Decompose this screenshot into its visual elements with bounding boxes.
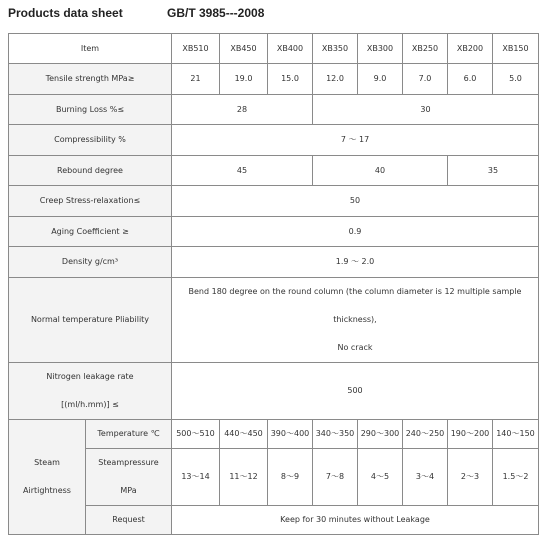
table-row <box>9 186 539 217</box>
pliability-line: thickness), <box>333 315 377 324</box>
pressure-value: 8～9 <box>268 449 313 506</box>
steampressure-label-line: MPa <box>120 486 137 495</box>
table-row <box>9 506 539 535</box>
tensile-value: 9.0 <box>358 64 403 95</box>
steam-label-line: Steam <box>34 458 60 467</box>
column-header: XB350 <box>313 34 358 64</box>
standard-code: GB/T 3985---2008 <box>167 6 265 20</box>
column-header: XB400 <box>268 34 313 64</box>
burning-loss-label: Burning Loss %≤ <box>9 95 172 125</box>
column-header: XB450 <box>220 34 268 64</box>
temperature-label: Temperature ℃ <box>86 420 172 449</box>
table-row <box>9 156 539 186</box>
temperature-value: 240～250 <box>403 420 448 449</box>
compressibility-label: Compressibility % <box>9 125 172 156</box>
request-value: Keep for 30 minutes without Leakage <box>172 506 539 535</box>
pliability-line: No crack <box>337 343 373 352</box>
sheet-title: Products data sheet <box>8 6 123 20</box>
temperature-value: 500～510 <box>172 420 220 449</box>
pressure-value: 13～14 <box>172 449 220 506</box>
products-data-table <box>8 33 539 535</box>
table-row <box>9 217 539 247</box>
tensile-value: 15.0 <box>268 64 313 95</box>
tensile-value: 12.0 <box>313 64 358 95</box>
pliability-value <box>172 278 539 363</box>
density-label: Density g/cm³ <box>9 247 172 278</box>
burning-loss-value: 28 <box>172 95 313 125</box>
table-row <box>9 363 539 420</box>
table-row <box>9 278 539 363</box>
table-row <box>9 420 539 449</box>
nitrogen-value: 500 <box>172 363 539 420</box>
steampressure-label-line: Steampressure <box>98 458 159 467</box>
column-header: XB300 <box>358 34 403 64</box>
pressure-value: 11～12 <box>220 449 268 506</box>
burning-loss-value: 30 <box>313 95 539 125</box>
rebound-value: 45 <box>172 156 313 186</box>
request-label: Request <box>86 506 172 535</box>
aging-label: Aging Coefficient ≥ <box>9 217 172 247</box>
pressure-value: 7～8 <box>313 449 358 506</box>
tensile-label: Tensile strength MPa≥ <box>9 64 172 95</box>
steam-label-line: Airtightness <box>23 486 71 495</box>
column-header: XB510 <box>172 34 220 64</box>
column-header: XB150 <box>493 34 539 64</box>
table-row <box>9 64 539 95</box>
temperature-value: 440～450 <box>220 420 268 449</box>
pressure-value: 4～5 <box>358 449 403 506</box>
column-header: XB200 <box>448 34 493 64</box>
table-row <box>9 34 539 64</box>
temperature-value: 140～150 <box>493 420 539 449</box>
tensile-value: 5.0 <box>493 64 539 95</box>
creep-label: Creep Stress-relaxation≤ <box>9 186 172 217</box>
temperature-value: 290～300 <box>358 420 403 449</box>
rebound-label: Rebound degree <box>9 156 172 186</box>
temperature-value: 340～350 <box>313 420 358 449</box>
item-header: Item <box>9 34 172 64</box>
tensile-value: 19.0 <box>220 64 268 95</box>
sheet-header <box>8 0 538 26</box>
nitrogen-label <box>9 363 172 420</box>
table-row <box>9 247 539 278</box>
pressure-value: 1.5～2 <box>493 449 539 506</box>
table-row <box>9 449 539 506</box>
tensile-value: 21 <box>172 64 220 95</box>
creep-value: 50 <box>172 186 539 217</box>
rebound-value: 35 <box>448 156 539 186</box>
compressibility-value: 7 ～ 17 <box>172 125 539 156</box>
table-row <box>9 125 539 156</box>
temperature-value: 390～400 <box>268 420 313 449</box>
nitrogen-label-line: [(ml/h.mm)] ≤ <box>61 400 119 409</box>
steam-airtightness-label <box>9 420 86 535</box>
density-value: 1.9 ～ 2.0 <box>172 247 539 278</box>
temperature-value: 190～200 <box>448 420 493 449</box>
pliability-line: Bend 180 degree on the round column (the column diameter is 12 multiple sample <box>188 287 522 296</box>
table-row <box>9 95 539 125</box>
steampressure-label <box>86 449 172 506</box>
pliability-label: Normal temperature Pliability <box>9 278 172 363</box>
pressure-value: 3～4 <box>403 449 448 506</box>
tensile-value: 7.0 <box>403 64 448 95</box>
nitrogen-label-line: Nitrogen leakage rate <box>46 372 134 381</box>
rebound-value: 40 <box>313 156 448 186</box>
tensile-value: 6.0 <box>448 64 493 95</box>
pressure-value: 2～3 <box>448 449 493 506</box>
column-header: XB250 <box>403 34 448 64</box>
aging-value: 0.9 <box>172 217 539 247</box>
